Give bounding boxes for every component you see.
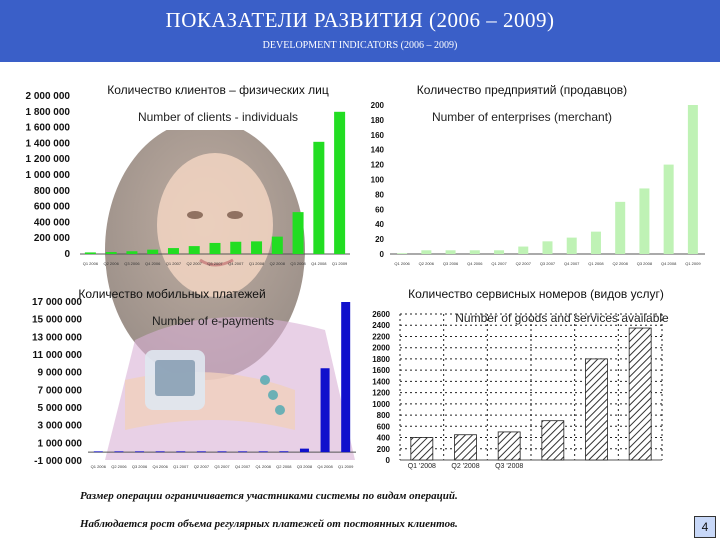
clients-y-tick: 2 000 000 xyxy=(25,91,70,102)
enterprises-y-tick: 20 xyxy=(375,235,384,245)
payments-bar xyxy=(197,451,206,452)
enterprises-x-tick: Q2 2006 xyxy=(418,261,435,266)
payments-bar xyxy=(341,302,350,452)
payments-x-tick: Q2 2008 xyxy=(276,464,292,469)
clients-bar xyxy=(230,242,241,254)
services-y-tick: 1000 xyxy=(372,399,390,409)
clients-x-tick: Q4 2007 xyxy=(228,261,244,266)
clients-x-tick: Q2 2007 xyxy=(186,261,202,266)
enterprises-bar xyxy=(421,250,431,254)
payments-y-tick: 11 000 000 xyxy=(32,350,82,361)
services-bar xyxy=(411,438,433,460)
payments-bar xyxy=(238,451,247,452)
enterprises-y-tick: 120 xyxy=(370,160,384,170)
clients-x-tick: Q3 2006 xyxy=(124,261,140,266)
services-y-tick: 1200 xyxy=(372,388,390,398)
page-number: 4 xyxy=(694,516,716,538)
clients-x-tick: Q1 2008 xyxy=(248,261,265,266)
enterprises-bar xyxy=(494,250,504,254)
payments-chart-title: Количество мобильных платежей xyxy=(78,287,266,301)
enterprises-chart xyxy=(360,78,720,278)
payments-x-tick: Q4 2007 xyxy=(234,464,251,469)
services-bar xyxy=(455,435,477,460)
payments-x-tick: Q1 2006 xyxy=(90,464,106,469)
clients-x-tick: Q3 2008 xyxy=(290,261,306,266)
clients-bar xyxy=(168,248,179,254)
clients-chart-title: Количество клиентов – физических лиц xyxy=(107,83,329,97)
enterprises-x-tick: Q2 2008 xyxy=(612,261,628,266)
clients-x-tick: Q2 2008 xyxy=(269,261,285,266)
services-bar xyxy=(586,359,608,460)
enterprises-bar xyxy=(664,165,674,254)
payments-y-tick: 3 000 000 xyxy=(37,420,82,432)
clients-bar xyxy=(272,237,283,254)
enterprises-x-tick: Q1 2008 xyxy=(588,261,604,266)
clients-bar xyxy=(251,241,262,254)
enterprises-x-tick: Q2 2007 xyxy=(515,261,531,266)
payments-bar xyxy=(156,451,165,452)
enterprises-y-tick: 0 xyxy=(379,250,384,259)
payments-bar xyxy=(94,451,103,452)
clients-x-tick: Q4 2008 xyxy=(311,261,327,266)
enterprises-y-tick: 40 xyxy=(375,220,384,230)
clients-bar xyxy=(210,243,221,254)
payments-y-tick: 1 000 000 xyxy=(37,438,82,450)
clients-bar xyxy=(334,112,345,254)
enterprises-y-tick: 140 xyxy=(370,145,384,155)
payments-x-tick: Q3 2008 xyxy=(296,464,313,469)
services-chart-subtitle: Number of goods and services available xyxy=(455,311,669,325)
payments-bar xyxy=(279,451,288,452)
clients-bar xyxy=(106,252,117,254)
services-y-tick: 2200 xyxy=(372,332,390,342)
services-x-tick: Q1 '2008 xyxy=(407,463,436,470)
page-subtitle: DEVELOPMENT INDICATORS (2006 – 2009) xyxy=(262,40,458,51)
clients-x-tick: Q2 2006 xyxy=(103,261,119,266)
services-y-tick: 0 xyxy=(385,456,390,465)
enterprises-bar xyxy=(615,202,625,254)
enterprises-x-tick: Q1 2007 xyxy=(491,261,507,266)
services-y-tick: 1600 xyxy=(372,366,390,376)
enterprises-y-tick: 80 xyxy=(375,190,384,200)
enterprises-bar xyxy=(446,250,456,254)
clients-y-tick: 1 600 000 xyxy=(25,122,70,134)
services-chart xyxy=(360,278,720,478)
enterprises-x-tick: Q3 2006 xyxy=(442,261,459,266)
payments-x-tick: Q1 2008 xyxy=(255,464,271,469)
services-chart-title: Количество сервисных номеров (видов услуг) xyxy=(408,287,664,301)
payments-x-tick: Q4 2008 xyxy=(317,464,333,469)
enterprises-y-tick: 180 xyxy=(370,115,384,125)
services-bar xyxy=(629,328,651,460)
clients-y-tick: 600 000 xyxy=(33,201,70,213)
payments-bar xyxy=(114,451,123,452)
services-x-tick: Q3 '2008 xyxy=(495,463,524,470)
enterprises-bar xyxy=(518,247,528,254)
clients-y-tick: 800 000 xyxy=(33,185,70,197)
enterprises-x-tick: Q4 2007 xyxy=(564,261,580,266)
payments-x-tick: Q1 2009 xyxy=(338,464,354,469)
clients-x-tick: Q3 2007 xyxy=(207,261,223,266)
payments-bar xyxy=(321,368,330,452)
payments-y-tick: 9 000 000 xyxy=(37,367,82,379)
payments-chart-subtitle: Number of e-payments xyxy=(151,314,275,328)
services-y-tick: 200 xyxy=(376,444,390,454)
enterprises-x-tick: Q3 2007 xyxy=(539,261,556,266)
payments-y-tick: 13 000 000 xyxy=(31,332,82,344)
payments-y-tick: 5 000 000 xyxy=(37,403,82,414)
payments-bar xyxy=(135,451,144,452)
payments-y-tick: -1 000 000 xyxy=(34,456,82,467)
enterprises-x-tick: Q3 2008 xyxy=(636,261,653,266)
clients-bar xyxy=(147,250,158,254)
enterprises-bar xyxy=(543,241,553,254)
services-y-tick: 2000 xyxy=(372,343,390,353)
enterprises-y-tick: 60 xyxy=(375,205,384,215)
clients-y-tick: 200 000 xyxy=(33,233,70,245)
enterprises-y-tick: 160 xyxy=(370,130,384,140)
enterprises-chart-subtitle: Number of enterprises (merchant) xyxy=(431,110,613,124)
footer-line-2: Наблюдается рост объема регулярных платежей от постоянных клиентов. xyxy=(80,518,458,530)
enterprises-y-tick: 100 xyxy=(370,175,384,185)
payments-bar xyxy=(176,451,185,452)
enterprises-chart-title: Количество предприятий (продавцов) xyxy=(416,83,628,97)
clients-x-tick: Q4 2006 xyxy=(145,261,161,266)
enterprises-x-tick: Q1 2009 xyxy=(685,261,701,266)
payments-y-tick: 17 000 000 xyxy=(31,297,82,308)
services-y-tick: 600 xyxy=(376,422,390,432)
clients-bar xyxy=(293,212,304,254)
payments-x-tick: Q3 2006 xyxy=(131,464,148,469)
payments-y-tick: 15 000 000 xyxy=(31,314,82,326)
payments-chart xyxy=(0,278,360,478)
services-y-tick: 2400 xyxy=(372,321,390,331)
enterprises-bar xyxy=(688,105,698,254)
payments-x-tick: Q4 2006 xyxy=(152,464,168,469)
clients-chart xyxy=(0,78,360,278)
services-y-tick: 400 xyxy=(376,433,390,443)
clients-chart-subtitle: Number of clients - individuals xyxy=(137,110,299,124)
services-y-tick: 800 xyxy=(376,411,390,421)
payments-y-tick: 7 000 000 xyxy=(37,385,82,397)
clients-x-tick: Q1 2007 xyxy=(165,261,182,266)
clients-x-tick: Q1 2006 xyxy=(82,261,99,266)
services-bar xyxy=(542,421,564,460)
page-title: ПОКАЗАТЕЛИ РАЗВИТИЯ (2006 – 2009) xyxy=(165,8,555,32)
enterprises-bar xyxy=(567,238,577,254)
clients-y-tick: 1 000 000 xyxy=(25,170,70,181)
payments-x-tick: Q2 2006 xyxy=(111,464,127,469)
clients-y-tick: 1 800 000 xyxy=(25,106,70,118)
services-bar xyxy=(498,432,520,460)
enterprises-y-tick: 200 xyxy=(370,101,384,110)
clients-y-tick: 1 200 000 xyxy=(25,154,70,166)
services-y-tick: 2600 xyxy=(372,310,390,319)
payments-bar xyxy=(218,451,227,452)
enterprises-x-tick: Q4 2008 xyxy=(660,261,677,266)
header-band xyxy=(0,0,720,62)
payments-x-tick: Q2 2007 xyxy=(193,464,210,469)
clients-y-tick: 1 400 000 xyxy=(25,138,70,150)
clients-y-tick: 400 000 xyxy=(33,217,70,229)
clients-x-tick: Q1 2009 xyxy=(331,261,348,266)
payments-x-tick: Q3 2007 xyxy=(214,464,230,469)
footer-line-1: Размер операции ограничивается участниками системы по видам операций. xyxy=(80,490,458,502)
enterprises-bar xyxy=(639,188,649,254)
enterprises-x-tick: Q1 2006 xyxy=(394,261,410,266)
clients-bar xyxy=(189,246,200,254)
payments-bar xyxy=(300,449,309,453)
payments-bar xyxy=(259,451,268,452)
enterprises-bar xyxy=(591,232,601,254)
clients-bar xyxy=(313,142,324,254)
clients-bar xyxy=(85,252,96,254)
enterprises-x-tick: Q4 2006 xyxy=(467,261,483,266)
payments-x-tick: Q1 2007 xyxy=(173,464,189,469)
enterprises-bar xyxy=(397,253,407,254)
clients-y-tick: 0 xyxy=(64,249,70,260)
services-y-tick: 1400 xyxy=(372,377,390,387)
services-x-tick: Q2 '2008 xyxy=(451,463,480,470)
services-y-tick: 1800 xyxy=(372,354,390,364)
enterprises-bar xyxy=(470,250,480,254)
clients-bar xyxy=(126,251,137,254)
